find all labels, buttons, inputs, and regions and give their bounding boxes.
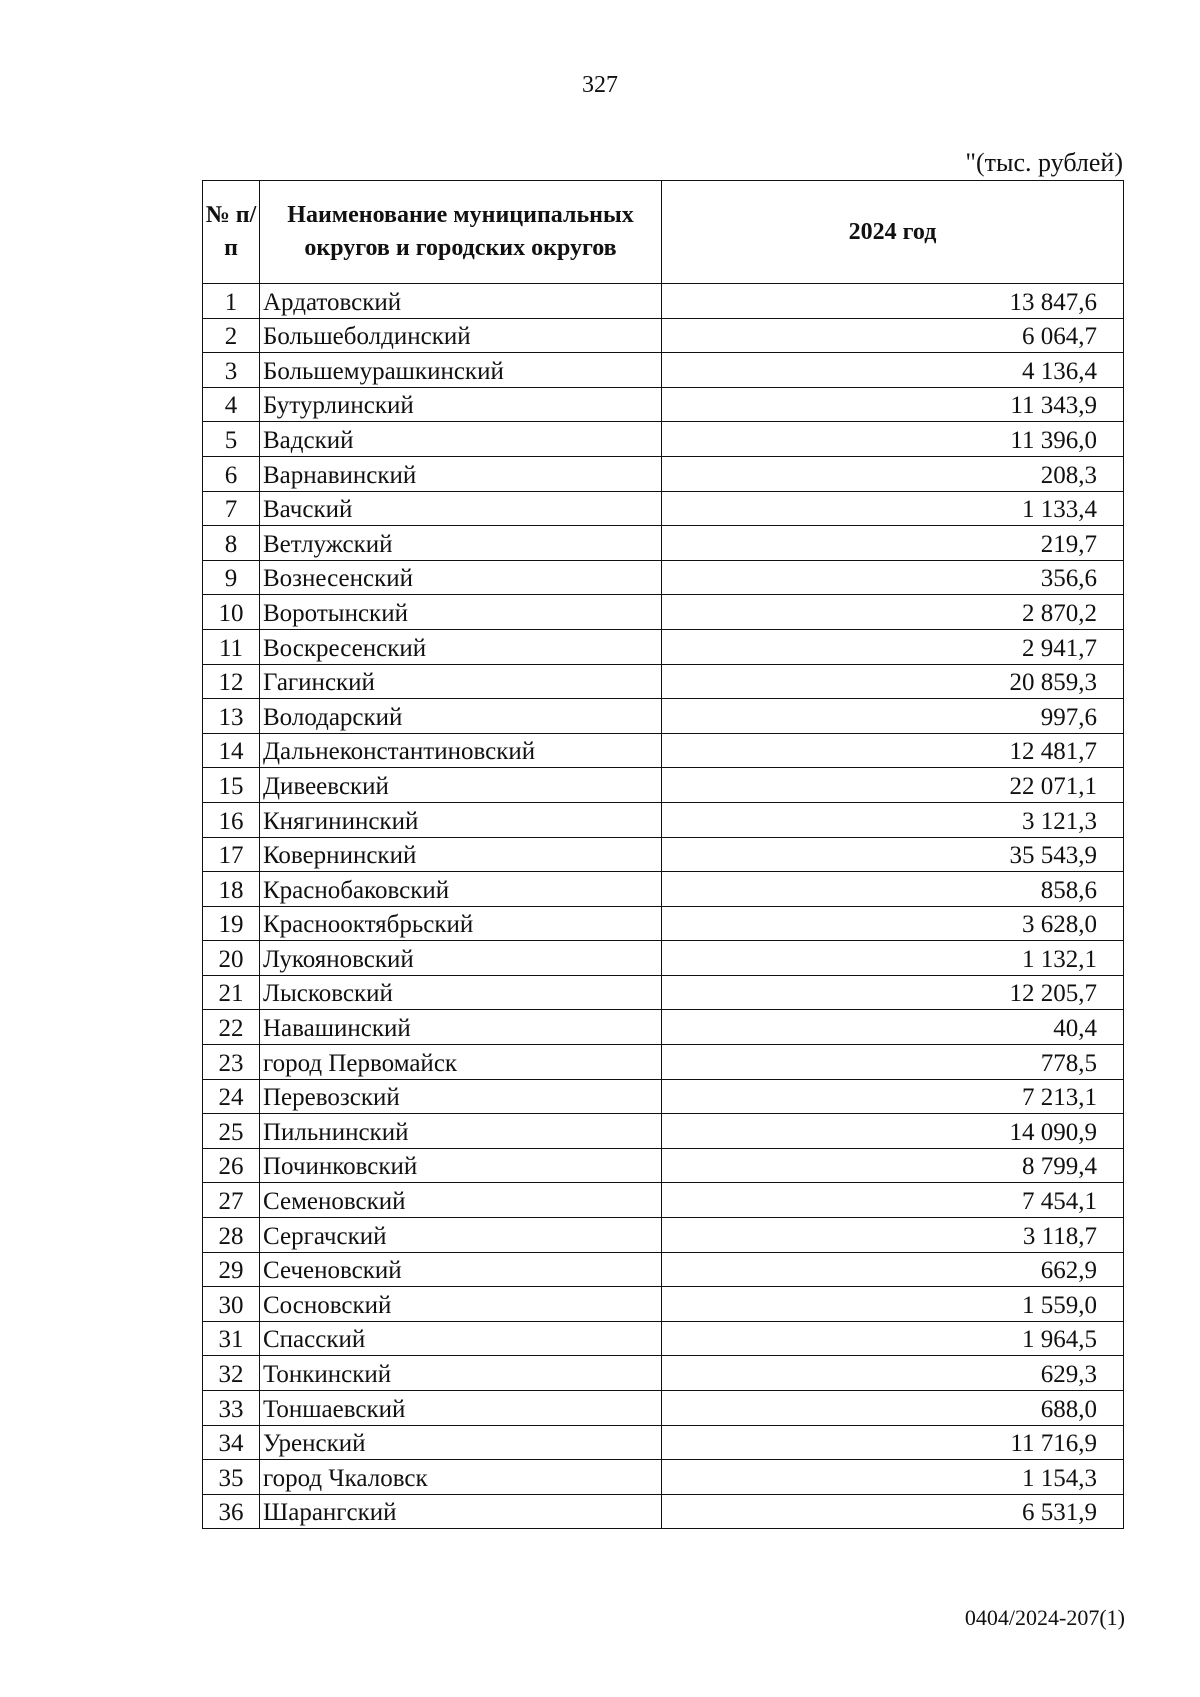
table-row (203, 284, 1124, 319)
row-district-name: Шарангский (260, 1494, 662, 1529)
row-number: 33 (203, 1391, 260, 1426)
table-row (203, 560, 1124, 595)
row-district-name: Володарский (260, 699, 662, 734)
row-value: 12 481,7 (662, 733, 1124, 768)
row-district-name: Дальнеконстантиновский (260, 733, 662, 768)
table-row (203, 629, 1124, 664)
row-value: 1 964,5 (662, 1321, 1124, 1356)
row-number: 9 (203, 560, 260, 595)
header-num: № п/п (203, 181, 260, 284)
row-district-name: Вадский (260, 422, 662, 457)
table-row (203, 318, 1124, 353)
row-district-name: Бутурлинский (260, 387, 662, 422)
row-number: 30 (203, 1287, 260, 1322)
row-number: 26 (203, 1148, 260, 1183)
row-number: 21 (203, 975, 260, 1010)
row-value: 6 064,7 (662, 318, 1124, 353)
row-number: 23 (203, 1045, 260, 1080)
header-name: Наименование муниципальных округов и городских округов (260, 181, 662, 284)
row-value: 13 847,6 (662, 284, 1124, 319)
table-row (203, 768, 1124, 803)
row-number: 35 (203, 1460, 260, 1495)
row-district-name: город Первомайск (260, 1045, 662, 1080)
row-number: 5 (203, 422, 260, 457)
row-number: 19 (203, 906, 260, 941)
row-value: 2 941,7 (662, 629, 1124, 664)
row-value: 3 118,7 (662, 1218, 1124, 1253)
row-value: 14 090,9 (662, 1114, 1124, 1149)
row-number: 16 (203, 802, 260, 837)
table-row (203, 387, 1124, 422)
row-value: 1 154,3 (662, 1460, 1124, 1495)
row-value: 11 396,0 (662, 422, 1124, 457)
row-number: 15 (203, 768, 260, 803)
table-row (203, 1114, 1124, 1149)
table-row (203, 1148, 1124, 1183)
row-number: 7 (203, 491, 260, 526)
table-row (203, 595, 1124, 630)
row-value: 11 343,9 (662, 387, 1124, 422)
table-row (203, 664, 1124, 699)
row-number: 27 (203, 1183, 260, 1218)
row-value: 1 559,0 (662, 1287, 1124, 1322)
row-number: 36 (203, 1494, 260, 1529)
row-number: 4 (203, 387, 260, 422)
table-row (203, 1183, 1124, 1218)
row-district-name: Лукояновский (260, 941, 662, 976)
row-value: 997,6 (662, 699, 1124, 734)
row-district-name: Воротынский (260, 595, 662, 630)
table-row (203, 1391, 1124, 1426)
row-number: 29 (203, 1252, 260, 1287)
row-district-name: Краснооктябрьский (260, 906, 662, 941)
row-district-name: Воскресенский (260, 629, 662, 664)
row-value: 629,3 (662, 1356, 1124, 1391)
row-district-name: город Чкаловск (260, 1460, 662, 1495)
row-value: 22 071,1 (662, 768, 1124, 803)
row-district-name: Варнавинский (260, 456, 662, 491)
row-value: 662,9 (662, 1252, 1124, 1287)
table-row (203, 1287, 1124, 1322)
row-number: 17 (203, 837, 260, 872)
table-row (203, 1079, 1124, 1114)
row-value: 688,0 (662, 1391, 1124, 1426)
row-value: 1 133,4 (662, 491, 1124, 526)
row-value: 356,6 (662, 560, 1124, 595)
row-number: 25 (203, 1114, 260, 1149)
row-value: 11 716,9 (662, 1425, 1124, 1460)
row-district-name: Уренский (260, 1425, 662, 1460)
row-district-name: Вознесенский (260, 560, 662, 595)
row-district-name: Сергачский (260, 1218, 662, 1253)
row-value: 7 454,1 (662, 1183, 1124, 1218)
row-value: 858,6 (662, 872, 1124, 907)
units-note: "(тыс. рублей) (965, 148, 1123, 177)
table-row (203, 1321, 1124, 1356)
table-row (203, 975, 1124, 1010)
table-row (203, 1010, 1124, 1045)
row-number: 24 (203, 1079, 260, 1114)
row-district-name: Починковский (260, 1148, 662, 1183)
table-row (203, 733, 1124, 768)
table-row (203, 699, 1124, 734)
table-row (203, 802, 1124, 837)
row-number: 22 (203, 1010, 260, 1045)
table-header-row (203, 181, 1124, 284)
row-district-name: Перевозский (260, 1079, 662, 1114)
row-number: 12 (203, 664, 260, 699)
row-value: 20 859,3 (662, 664, 1124, 699)
row-value: 7 213,1 (662, 1079, 1124, 1114)
row-district-name: Лысковский (260, 975, 662, 1010)
row-number: 10 (203, 595, 260, 630)
table-row (203, 1494, 1124, 1529)
row-value: 4 136,4 (662, 353, 1124, 388)
table-row (203, 491, 1124, 526)
row-value: 35 543,9 (662, 837, 1124, 872)
row-district-name: Большемурашкинский (260, 353, 662, 388)
row-district-name: Большеболдинский (260, 318, 662, 353)
row-district-name: Княгининский (260, 802, 662, 837)
table-row (203, 1045, 1124, 1080)
row-value: 208,3 (662, 456, 1124, 491)
row-value: 778,5 (662, 1045, 1124, 1080)
row-value: 8 799,4 (662, 1148, 1124, 1183)
row-district-name: Гагинский (260, 664, 662, 699)
table-row (203, 1252, 1124, 1287)
table-row (203, 456, 1124, 491)
row-number: 31 (203, 1321, 260, 1356)
table-row (203, 872, 1124, 907)
table-row (203, 837, 1124, 872)
header-year: 2024 год (662, 181, 1124, 284)
row-district-name: Навашинский (260, 1010, 662, 1045)
row-value: 2 870,2 (662, 595, 1124, 630)
row-number: 34 (203, 1425, 260, 1460)
row-district-name: Вачский (260, 491, 662, 526)
table-row (203, 1218, 1124, 1253)
page-number: 327 (582, 72, 618, 98)
row-district-name: Дивеевский (260, 768, 662, 803)
row-value: 6 531,9 (662, 1494, 1124, 1529)
row-number: 28 (203, 1218, 260, 1253)
row-value: 219,7 (662, 526, 1124, 561)
row-district-name: Краснобаковский (260, 872, 662, 907)
row-value: 3 628,0 (662, 906, 1124, 941)
row-number: 18 (203, 872, 260, 907)
row-number: 14 (203, 733, 260, 768)
row-district-name: Сосновский (260, 1287, 662, 1322)
row-number: 3 (203, 353, 260, 388)
row-district-name: Тоншаевский (260, 1391, 662, 1426)
row-number: 32 (203, 1356, 260, 1391)
row-value: 3 121,3 (662, 802, 1124, 837)
row-value: 40,4 (662, 1010, 1124, 1045)
row-district-name: Спасский (260, 1321, 662, 1356)
table-body (203, 284, 1124, 1529)
budget-table (202, 180, 1124, 1529)
row-value: 12 205,7 (662, 975, 1124, 1010)
document-code: 0404/2024-207(1) (964, 1605, 1125, 1630)
row-number: 2 (203, 318, 260, 353)
table-row (203, 1356, 1124, 1391)
table-row (203, 526, 1124, 561)
table-row (203, 906, 1124, 941)
row-number: 11 (203, 629, 260, 664)
row-district-name: Тонкинский (260, 1356, 662, 1391)
row-number: 8 (203, 526, 260, 561)
row-number: 20 (203, 941, 260, 976)
row-district-name: Ветлужский (260, 526, 662, 561)
row-value: 1 132,1 (662, 941, 1124, 976)
table-row (203, 1425, 1124, 1460)
row-number: 13 (203, 699, 260, 734)
table-row (203, 353, 1124, 388)
row-district-name: Ардатовский (260, 284, 662, 319)
table-row (203, 422, 1124, 457)
row-number: 1 (203, 284, 260, 319)
row-district-name: Ковернинский (260, 837, 662, 872)
row-district-name: Сеченовский (260, 1252, 662, 1287)
row-number: 6 (203, 456, 260, 491)
row-district-name: Пильнинский (260, 1114, 662, 1149)
row-district-name: Семеновский (260, 1183, 662, 1218)
table-row (203, 1460, 1124, 1495)
table-row (203, 941, 1124, 976)
